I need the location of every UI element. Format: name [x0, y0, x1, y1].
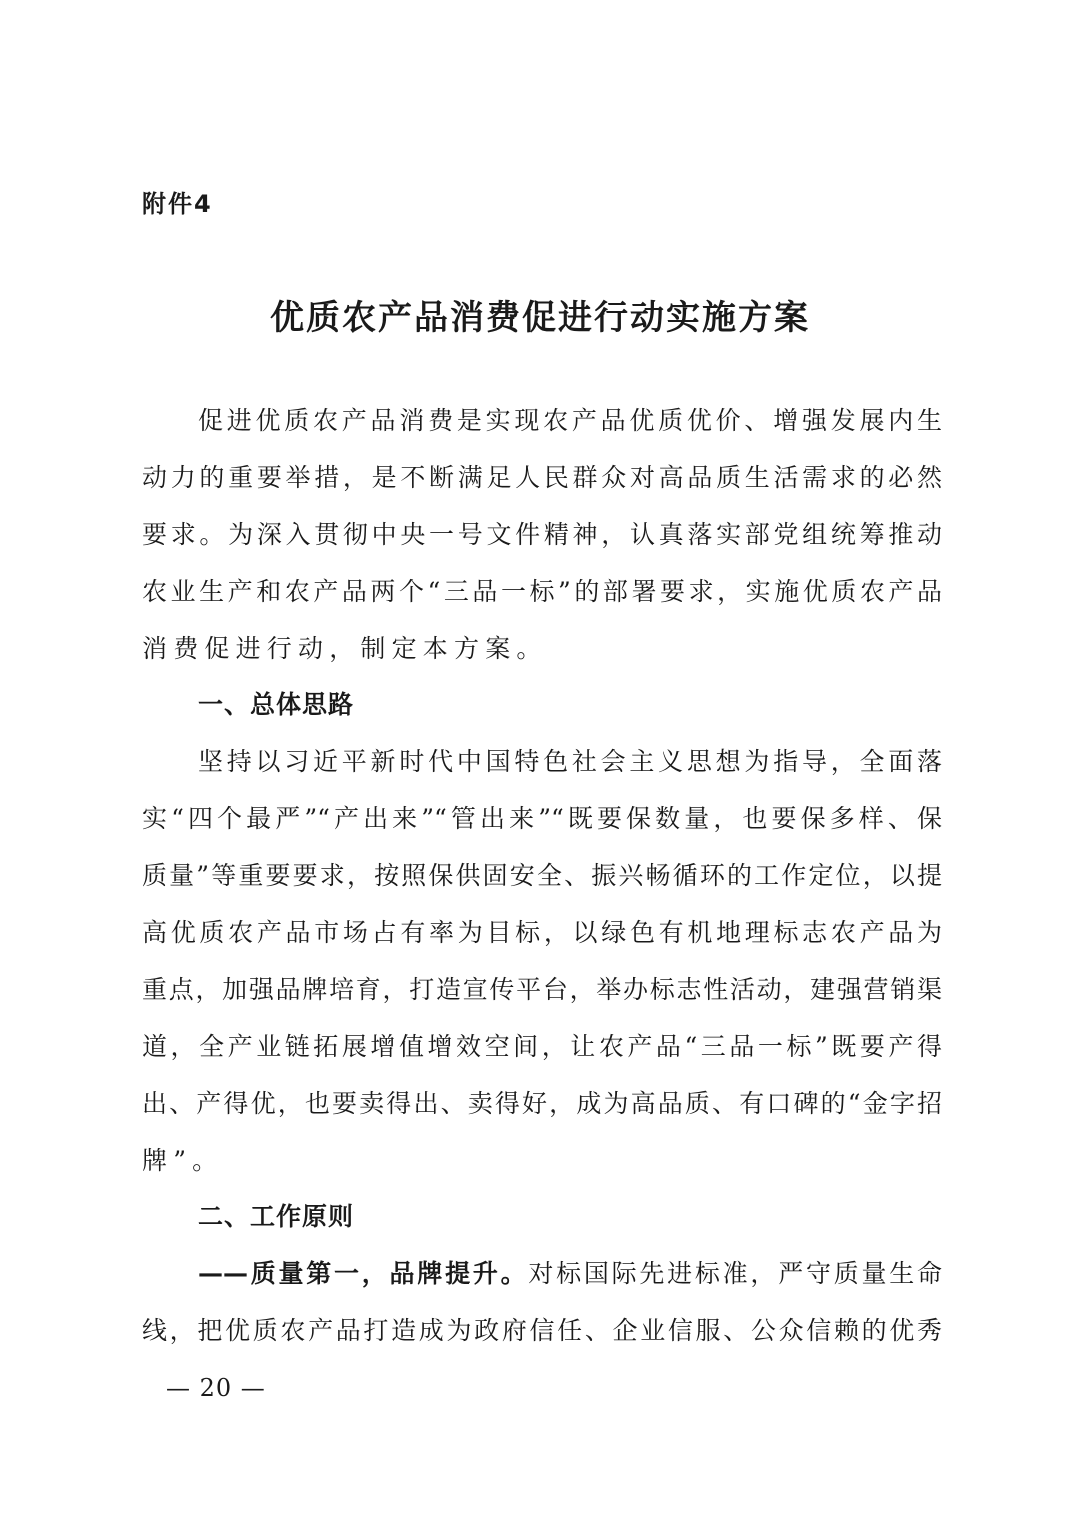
- intro-line-4: 农业生产和农产品两个“三品一标”的部署要求，实施优质农产品: [142, 577, 942, 606]
- intro-line-2: 动力的重要举措，是不断满足人民群众对高品质生活需求的必然: [142, 463, 942, 492]
- section1-line-2: 实“四个最严”“产出来”“管出来”“既要保数量，也要保多样、保: [142, 804, 942, 833]
- section-heading-overall-approach: 一、总体思路: [198, 690, 355, 719]
- principle-line-2: 线，把优质农产品打造成为政府信任、企业信服、公众信赖的优秀: [142, 1316, 942, 1345]
- section1-line-3: 质量”等重要要求，按照保供固安全、振兴畅循环的工作定位，以提: [142, 861, 942, 890]
- page-number: — 20 —: [166, 1374, 266, 1402]
- principle-line-1: [198, 1257, 942, 1291]
- section1-line-5: 重点，加强品牌培育，打造宣传平台，举办标志性活动，建强营销渠: [142, 975, 942, 1004]
- section1-line-7: 出、产得优，也要卖得出、卖得好，成为高品质、有口碑的“金字招: [142, 1089, 942, 1118]
- principle-lead: ——质量第一，品牌提升。: [198, 1259, 529, 1288]
- document-title: 优质农产品消费促进行动实施方案: [270, 298, 810, 338]
- section-heading-work-principles: 二、工作原则: [198, 1202, 355, 1231]
- section1-line-8: 牌”。: [142, 1146, 224, 1175]
- principle-text: 对标国际先进标准，严守质量生命: [528, 1259, 942, 1288]
- intro-line-1: 促进优质农产品消费是实现农产品优质优价、增强发展内生: [198, 406, 942, 435]
- intro-line-3: 要求。为深入贯彻中央一号文件精神，认真落实部党组统筹推动: [142, 520, 942, 549]
- section1-line-6: 道，全产业链拓展增值增效空间，让农产品“三品一标”既要产得: [142, 1032, 942, 1061]
- intro-line-5: 消费促进行动，制定本方案。: [142, 634, 548, 663]
- attachment-label: 附件4: [142, 190, 213, 218]
- section1-line-1: 坚持以习近平新时代中国特色社会主义思想为指导，全面落: [198, 747, 942, 776]
- section1-line-4: 高优质农产品市场占有率为目标，以绿色有机地理标志农产品为: [142, 918, 942, 947]
